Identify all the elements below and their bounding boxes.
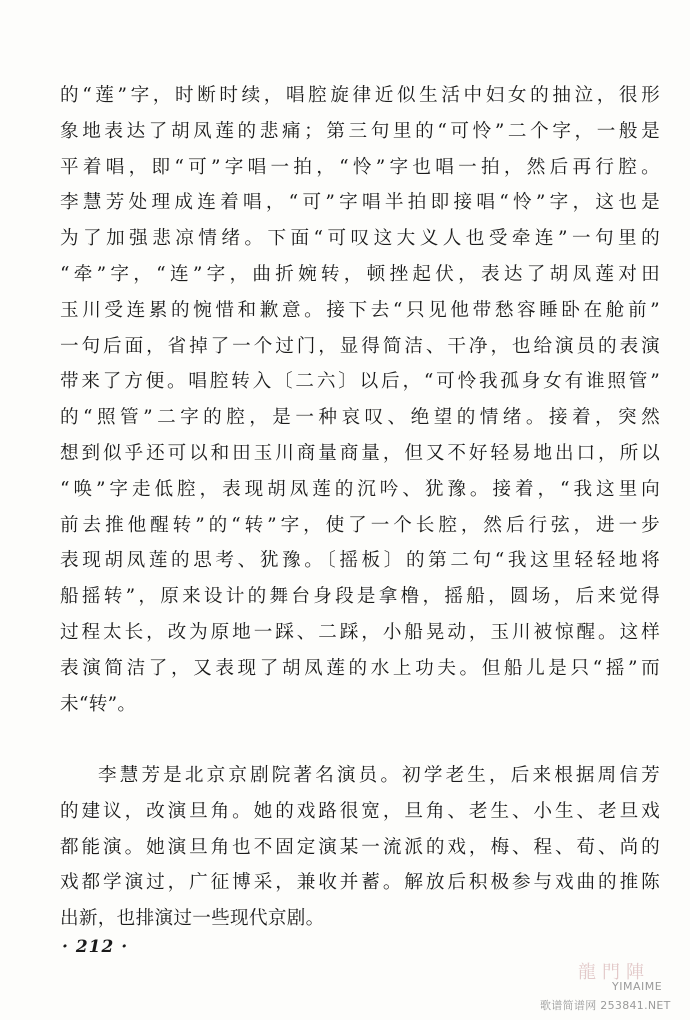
text-line: 表现胡凤莲的思考、犹豫。〔摇板〕的第二句“我这里轻轻地将 — [60, 550, 660, 572]
text-line: 为了加强悲凉情绪。下面“可叹这大义人也受牵连”一句里的 — [60, 228, 660, 250]
text-line: 象地表达了胡凤莲的悲痛；第三句里的“可怜”二个字，一般是 — [60, 120, 660, 142]
text-line: 带来了方便。唱腔转入〔二六〕以后，“可怜我孤身女有谁照管” — [60, 371, 660, 393]
text-line: “唤”字走低腔，表现胡凤莲的沉吟、犹豫。接着，“我这里向 — [60, 478, 660, 500]
text-line: 李慧芳是北京京剧院著名演员。初学老生，后来根据周信芳 — [98, 765, 660, 786]
text-line: 前去推他醒转”的“转”字，使了一个长腔，然后行弦，进一步 — [60, 514, 660, 536]
text-line: 的“照管”二字的腔，是一种哀叹、绝望的情绪。接着，突然 — [60, 407, 660, 429]
text-line: 李慧芳处理成连着唱，“可”字唱半拍即接唱“怜”字，这也是 — [60, 192, 660, 214]
body-paragraph-2 — [60, 758, 660, 937]
text-line: 未“转”。 — [60, 693, 137, 715]
watermark-logo: 龍門陣 — [578, 962, 650, 983]
text-line: 想到似乎还可以和田玉川商量商量，但又不好轻易地出口，所以 — [60, 442, 660, 464]
body-paragraph-1 — [60, 78, 660, 722]
text-line: 船摇转”，原来设计的舞台身段是拿橹，摇船，圆场，后来觉得 — [60, 586, 660, 608]
text-line: “牵”字，“连”字，曲折婉转，顿挫起伏，表达了胡凤莲对田 — [60, 263, 660, 285]
text-line: 平着唱，即“可”字唱一拍，“怜”字也唱一拍，然后再行腔。 — [60, 156, 660, 178]
text-line: 都能演。她演旦角也不固定演某一流派的戏，梅、程、荀、尚的 — [60, 836, 660, 858]
text-line: 表演简洁了，又表现了胡凤莲的水上功夫。但船儿是只“摇”而 — [60, 657, 660, 679]
watermark-footer: 歌谱简谱网 253841.NET — [540, 999, 671, 1012]
text-line: 戏都学演过，广征博采，兼收并蓄。解放后积极参与戏曲的推陈 — [60, 872, 660, 894]
watermark-site-name: YIMAIME — [612, 980, 663, 993]
text-line: 出新，也排演过一些现代京剧。 — [60, 908, 325, 930]
page-number: · 212 · — [62, 937, 129, 957]
text-line: 一句后面，省掉了一个过门，显得简洁、干净，也给演员的表演 — [60, 335, 660, 357]
text-line: 的“莲”字，时断时续，唱腔旋律近似生活中妇女的抽泣，很形 — [60, 85, 660, 106]
text-line: 过程太长，改为原地一踩、二踩，小船晃动，玉川被惊醒。这样 — [60, 621, 660, 643]
text-line: 玉川受连累的惋惜和歉意。接下去“只见他带愁容睡卧在舱前” — [60, 299, 660, 321]
text-line: 的建议，改演旦角。她的戏路很宽，旦角、老生、小生、老旦戏 — [60, 800, 660, 822]
